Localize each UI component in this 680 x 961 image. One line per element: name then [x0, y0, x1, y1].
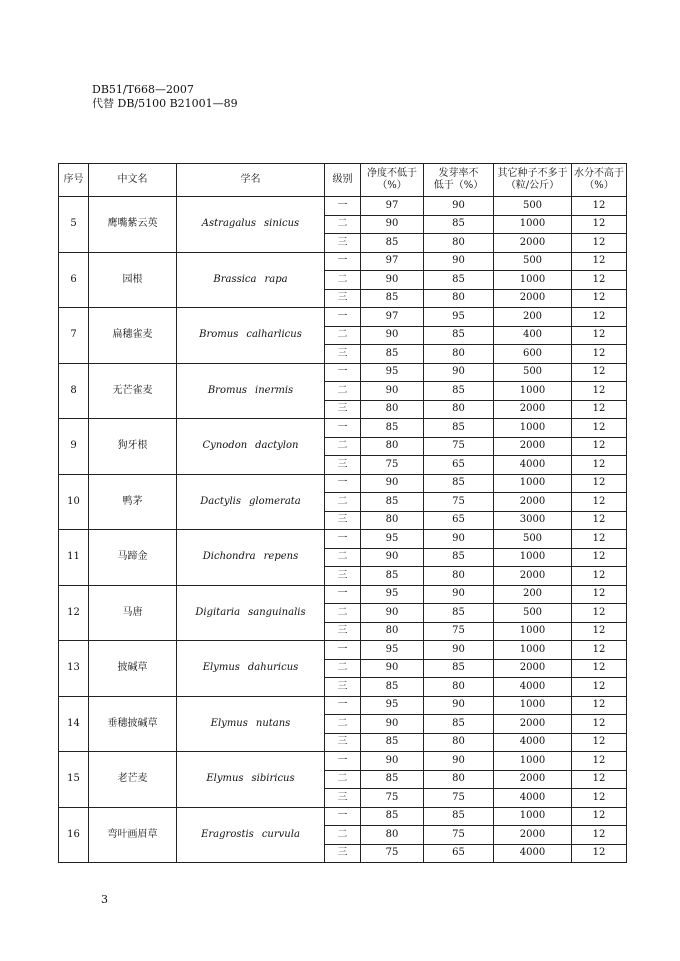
- purity-cell: 90: [361, 326, 424, 345]
- grade-cell: 一: [325, 641, 361, 660]
- purity-cell: 90: [361, 604, 424, 623]
- chinese-name: 马蹄金: [89, 530, 177, 586]
- purity-cell: 80: [361, 622, 424, 641]
- other-seeds-cell: 1000: [494, 419, 572, 438]
- purity-cell: 80: [361, 400, 424, 419]
- germination-cell: 85: [424, 715, 494, 734]
- grade-cell: 一: [325, 585, 361, 604]
- purity-cell: 75: [361, 844, 424, 863]
- epithet: nutans: [255, 717, 291, 729]
- grade-cell: 二: [325, 659, 361, 678]
- scientific-name: [177, 696, 325, 752]
- moisture-cell: 12: [572, 252, 627, 271]
- germination-cell: 80: [424, 678, 494, 697]
- germination-cell: 65: [424, 511, 494, 530]
- chinese-name: 披碱草: [89, 641, 177, 697]
- other-seeds-cell: 2000: [494, 770, 572, 789]
- germination-cell: 80: [424, 234, 494, 253]
- grade-cell: 二: [325, 715, 361, 734]
- grade-cell: 一: [325, 308, 361, 327]
- germination-cell: 80: [424, 733, 494, 752]
- germination-cell: 95: [424, 308, 494, 327]
- moisture-cell: 12: [572, 345, 627, 364]
- other-seeds-cell: 2000: [494, 234, 572, 253]
- purity-cell: 95: [361, 530, 424, 549]
- grade-cell: 三: [325, 345, 361, 364]
- purity-cell: 90: [361, 382, 424, 401]
- col-header-germination: [424, 164, 494, 197]
- germination-cell: 75: [424, 493, 494, 512]
- purity-cell: 90: [361, 474, 424, 493]
- grade-cell: 三: [325, 622, 361, 641]
- grade-cell: 一: [325, 419, 361, 438]
- purity-cell: 95: [361, 696, 424, 715]
- epithet: repens: [263, 551, 299, 563]
- moisture-cell: 12: [572, 474, 627, 493]
- genus: Eragrostis: [201, 828, 254, 840]
- moisture-cell: 12: [572, 234, 627, 253]
- moisture-cell: 12: [572, 197, 627, 216]
- grade-cell: 三: [325, 234, 361, 253]
- germination-cell: 90: [424, 363, 494, 382]
- germination-cell: 80: [424, 770, 494, 789]
- grade-cell: 一: [325, 752, 361, 771]
- germination-cell: 80: [424, 345, 494, 364]
- table-row: [59, 308, 627, 327]
- grade-cell: 三: [325, 511, 361, 530]
- col-header-moisture-line2: （%）: [584, 180, 614, 191]
- table-row: [59, 641, 627, 660]
- germination-cell: 85: [424, 474, 494, 493]
- genus: Astragalus: [201, 218, 257, 230]
- genus: Bromus: [199, 329, 239, 341]
- page-number: 3: [101, 893, 108, 906]
- grade-cell: 二: [325, 548, 361, 567]
- purity-cell: 85: [361, 807, 424, 826]
- germination-cell: 90: [424, 530, 494, 549]
- purity-cell: 90: [361, 271, 424, 290]
- genus: Brassica: [213, 273, 257, 285]
- moisture-cell: 12: [572, 585, 627, 604]
- other-seeds-cell: 2000: [494, 659, 572, 678]
- purity-cell: 85: [361, 733, 424, 752]
- grade-cell: 二: [325, 770, 361, 789]
- scientific-name: [177, 585, 325, 641]
- other-seeds-cell: 2000: [494, 289, 572, 308]
- scientific-name: [177, 419, 325, 475]
- other-seeds-cell: 500: [494, 363, 572, 382]
- col-header-other-seeds-line1: 其它种子不多于: [497, 168, 568, 179]
- moisture-cell: 12: [572, 641, 627, 660]
- other-seeds-cell: 1000: [494, 548, 572, 567]
- moisture-cell: 12: [572, 678, 627, 697]
- other-seeds-cell: 2000: [494, 567, 572, 586]
- table-row: [59, 197, 627, 216]
- purity-cell: 85: [361, 493, 424, 512]
- grade-cell: 一: [325, 474, 361, 493]
- scientific-name: [177, 474, 325, 530]
- moisture-cell: 12: [572, 807, 627, 826]
- germination-cell: 85: [424, 419, 494, 438]
- other-seeds-cell: 500: [494, 252, 572, 271]
- col-header-other-seeds-line2: （粒/公斤）: [505, 180, 560, 191]
- grade-cell: 三: [325, 733, 361, 752]
- chinese-name: 无芒雀麦: [89, 363, 177, 419]
- germination-cell: 85: [424, 548, 494, 567]
- col-header-no-line1: 序号: [63, 174, 84, 185]
- chinese-name: 马唐: [89, 585, 177, 641]
- epithet: sanguinalis: [248, 606, 306, 618]
- moisture-cell: 12: [572, 289, 627, 308]
- grade-cell: 三: [325, 456, 361, 475]
- seed-quality-table: [58, 163, 627, 863]
- species-number: 15: [59, 752, 89, 808]
- table-row: [59, 252, 627, 271]
- grade-cell: 二: [325, 826, 361, 845]
- genus: Bromus: [207, 384, 248, 396]
- purity-cell: 85: [361, 289, 424, 308]
- other-seeds-cell: 4000: [494, 789, 572, 808]
- chinese-name: 鸭茅: [89, 474, 177, 530]
- epithet: dactylon: [255, 440, 299, 452]
- germination-cell: 80: [424, 567, 494, 586]
- purity-cell: 80: [361, 511, 424, 530]
- grade-cell: 二: [325, 382, 361, 401]
- germination-cell: 85: [424, 326, 494, 345]
- other-seeds-cell: 4000: [494, 844, 572, 863]
- table-row: [59, 419, 627, 438]
- moisture-cell: 12: [572, 696, 627, 715]
- germination-cell: 75: [424, 622, 494, 641]
- species-number: 7: [59, 308, 89, 364]
- col-header-other-seeds: [494, 164, 572, 197]
- germination-cell: 75: [424, 826, 494, 845]
- other-seeds-cell: 4000: [494, 678, 572, 697]
- grade-cell: 二: [325, 493, 361, 512]
- other-seeds-cell: 1000: [494, 474, 572, 493]
- col-header-moisture-line1: 水分不高于: [574, 168, 624, 179]
- chinese-name: 鹰嘴紫云英: [89, 197, 177, 253]
- epithet: inermis: [255, 384, 294, 396]
- grade-cell: 一: [325, 252, 361, 271]
- germination-cell: 90: [424, 641, 494, 660]
- moisture-cell: 12: [572, 530, 627, 549]
- purity-cell: 97: [361, 308, 424, 327]
- purity-cell: 85: [361, 678, 424, 697]
- other-seeds-cell: 1000: [494, 622, 572, 641]
- purity-cell: 90: [361, 752, 424, 771]
- germination-cell: 90: [424, 752, 494, 771]
- epithet: curvula: [261, 828, 300, 840]
- germination-cell: 80: [424, 400, 494, 419]
- grade-cell: 二: [325, 604, 361, 623]
- purity-cell: 90: [361, 215, 424, 234]
- standard-number: DB51/T668—2007: [92, 83, 194, 96]
- col-header-grade: 级别: [325, 164, 361, 197]
- genus: Elymus: [206, 773, 244, 785]
- table-row: [59, 585, 627, 604]
- germination-cell: 85: [424, 604, 494, 623]
- purity-cell: 80: [361, 826, 424, 845]
- table-row: [59, 363, 627, 382]
- scientific-name: [177, 641, 325, 697]
- germination-cell: 85: [424, 659, 494, 678]
- epithet: glomerata: [249, 495, 301, 507]
- col-header-germination-line2: 低于（%）: [433, 180, 484, 191]
- purity-cell: 85: [361, 567, 424, 586]
- moisture-cell: 12: [572, 363, 627, 382]
- grade-cell: 二: [325, 437, 361, 456]
- other-seeds-cell: 500: [494, 604, 572, 623]
- grade-cell: 一: [325, 807, 361, 826]
- other-seeds-cell: 4000: [494, 456, 572, 475]
- other-seeds-cell: 200: [494, 308, 572, 327]
- genus: Dichondra: [202, 551, 256, 563]
- moisture-cell: 12: [572, 548, 627, 567]
- other-seeds-cell: 2000: [494, 400, 572, 419]
- moisture-cell: 12: [572, 604, 627, 623]
- col-header-purity-line2: （%）: [377, 180, 407, 191]
- species-number: 12: [59, 585, 89, 641]
- grade-cell: 三: [325, 678, 361, 697]
- germination-cell: 85: [424, 382, 494, 401]
- germination-cell: 75: [424, 437, 494, 456]
- moisture-cell: 12: [572, 456, 627, 475]
- other-seeds-cell: 2000: [494, 715, 572, 734]
- other-seeds-cell: 400: [494, 326, 572, 345]
- germination-cell: 85: [424, 271, 494, 290]
- moisture-cell: 12: [572, 493, 627, 512]
- species-number: 9: [59, 419, 89, 475]
- moisture-cell: 12: [572, 382, 627, 401]
- moisture-cell: 12: [572, 752, 627, 771]
- genus: Cynodon: [202, 440, 248, 452]
- moisture-cell: 12: [572, 326, 627, 345]
- purity-cell: 75: [361, 456, 424, 475]
- other-seeds-cell: 1000: [494, 382, 572, 401]
- chinese-name: 垂穗披碱草: [89, 696, 177, 752]
- col-header-moisture: [572, 164, 627, 197]
- chinese-name: 狗牙根: [89, 419, 177, 475]
- moisture-cell: 12: [572, 567, 627, 586]
- col-header-purity-line1: 净度不低于: [367, 168, 417, 179]
- other-seeds-cell: 2000: [494, 493, 572, 512]
- germination-cell: 85: [424, 807, 494, 826]
- species-number: 13: [59, 641, 89, 697]
- genus: Elymus: [202, 662, 240, 674]
- table-row: [59, 807, 627, 826]
- col-header-cn-name: 中文名: [89, 164, 177, 197]
- grade-cell: 二: [325, 326, 361, 345]
- grade-cell: 一: [325, 197, 361, 216]
- purity-cell: 75: [361, 789, 424, 808]
- grade-cell: 一: [325, 363, 361, 382]
- germination-cell: 90: [424, 696, 494, 715]
- scientific-name: [177, 308, 325, 364]
- chinese-name: 弯叶画眉草: [89, 807, 177, 863]
- moisture-cell: 12: [572, 826, 627, 845]
- germination-cell: 65: [424, 456, 494, 475]
- purity-cell: 85: [361, 345, 424, 364]
- moisture-cell: 12: [572, 659, 627, 678]
- germination-cell: 90: [424, 252, 494, 271]
- species-number: 6: [59, 252, 89, 308]
- table-body: [59, 197, 627, 863]
- grade-cell: 三: [325, 844, 361, 863]
- table-row: [59, 530, 627, 549]
- other-seeds-cell: 4000: [494, 733, 572, 752]
- grade-cell: 二: [325, 271, 361, 290]
- col-header-purity: [361, 164, 424, 197]
- purity-cell: 90: [361, 715, 424, 734]
- moisture-cell: 12: [572, 419, 627, 438]
- epithet: calharlicus: [246, 329, 302, 341]
- table-header-row: [59, 164, 627, 197]
- scientific-name: [177, 252, 325, 308]
- genus: Digitaria: [195, 606, 241, 618]
- purity-cell: 95: [361, 363, 424, 382]
- purity-cell: 95: [361, 585, 424, 604]
- moisture-cell: 12: [572, 789, 627, 808]
- col-header-no: [59, 164, 89, 197]
- other-seeds-cell: 3000: [494, 511, 572, 530]
- purity-cell: 97: [361, 252, 424, 271]
- other-seeds-cell: 1000: [494, 807, 572, 826]
- replaces-standard: 代替 DB/5100 B21001—89: [92, 97, 238, 110]
- scientific-name: [177, 530, 325, 586]
- other-seeds-cell: 1000: [494, 752, 572, 771]
- moisture-cell: 12: [572, 400, 627, 419]
- other-seeds-cell: 200: [494, 585, 572, 604]
- purity-cell: 95: [361, 641, 424, 660]
- scientific-name: [177, 197, 325, 253]
- table-row: [59, 474, 627, 493]
- chinese-name: 老芒麦: [89, 752, 177, 808]
- table-row: [59, 696, 627, 715]
- grade-cell: 三: [325, 289, 361, 308]
- purity-cell: 97: [361, 197, 424, 216]
- moisture-cell: 12: [572, 844, 627, 863]
- grade-cell: 二: [325, 215, 361, 234]
- other-seeds-cell: 1000: [494, 641, 572, 660]
- other-seeds-cell: 500: [494, 530, 572, 549]
- germination-cell: 90: [424, 197, 494, 216]
- other-seeds-cell: 500: [494, 197, 572, 216]
- moisture-cell: 12: [572, 308, 627, 327]
- other-seeds-cell: 2000: [494, 826, 572, 845]
- moisture-cell: 12: [572, 511, 627, 530]
- germination-cell: 85: [424, 215, 494, 234]
- purity-cell: 85: [361, 234, 424, 253]
- germination-cell: 90: [424, 585, 494, 604]
- scientific-name: [177, 363, 325, 419]
- other-seeds-cell: 600: [494, 345, 572, 364]
- species-number: 10: [59, 474, 89, 530]
- epithet: rapa: [264, 273, 288, 285]
- other-seeds-cell: 1000: [494, 271, 572, 290]
- other-seeds-cell: 2000: [494, 437, 572, 456]
- grade-cell: 三: [325, 789, 361, 808]
- genus: Elymus: [210, 717, 248, 729]
- moisture-cell: 12: [572, 271, 627, 290]
- purity-cell: 90: [361, 659, 424, 678]
- grade-cell: 一: [325, 696, 361, 715]
- germination-cell: 80: [424, 289, 494, 308]
- purity-cell: 85: [361, 770, 424, 789]
- germination-cell: 65: [424, 844, 494, 863]
- moisture-cell: 12: [572, 215, 627, 234]
- genus: Dactylis: [200, 495, 242, 507]
- species-number: 8: [59, 363, 89, 419]
- grade-cell: 三: [325, 400, 361, 419]
- grade-cell: 三: [325, 567, 361, 586]
- moisture-cell: 12: [572, 715, 627, 734]
- epithet: sinicus: [264, 218, 300, 230]
- species-number: 14: [59, 696, 89, 752]
- germination-cell: 75: [424, 789, 494, 808]
- moisture-cell: 12: [572, 733, 627, 752]
- scientific-name: [177, 752, 325, 808]
- table-row: [59, 752, 627, 771]
- epithet: dahuricus: [247, 662, 299, 674]
- species-number: 5: [59, 197, 89, 253]
- moisture-cell: 12: [572, 622, 627, 641]
- col-header-germination-line1: 发芽率不: [438, 168, 479, 179]
- epithet: sibiricus: [251, 773, 295, 785]
- purity-cell: 80: [361, 437, 424, 456]
- species-number: 16: [59, 807, 89, 863]
- moisture-cell: 12: [572, 437, 627, 456]
- other-seeds-cell: 1000: [494, 696, 572, 715]
- chinese-name: 扁穗雀麦: [89, 308, 177, 364]
- col-header-sci-name: 学名: [177, 164, 325, 197]
- moisture-cell: 12: [572, 770, 627, 789]
- species-number: 11: [59, 530, 89, 586]
- purity-cell: 85: [361, 419, 424, 438]
- other-seeds-cell: 1000: [494, 215, 572, 234]
- grade-cell: 一: [325, 530, 361, 549]
- chinese-name: 园根: [89, 252, 177, 308]
- scientific-name: [177, 807, 325, 863]
- purity-cell: 90: [361, 548, 424, 567]
